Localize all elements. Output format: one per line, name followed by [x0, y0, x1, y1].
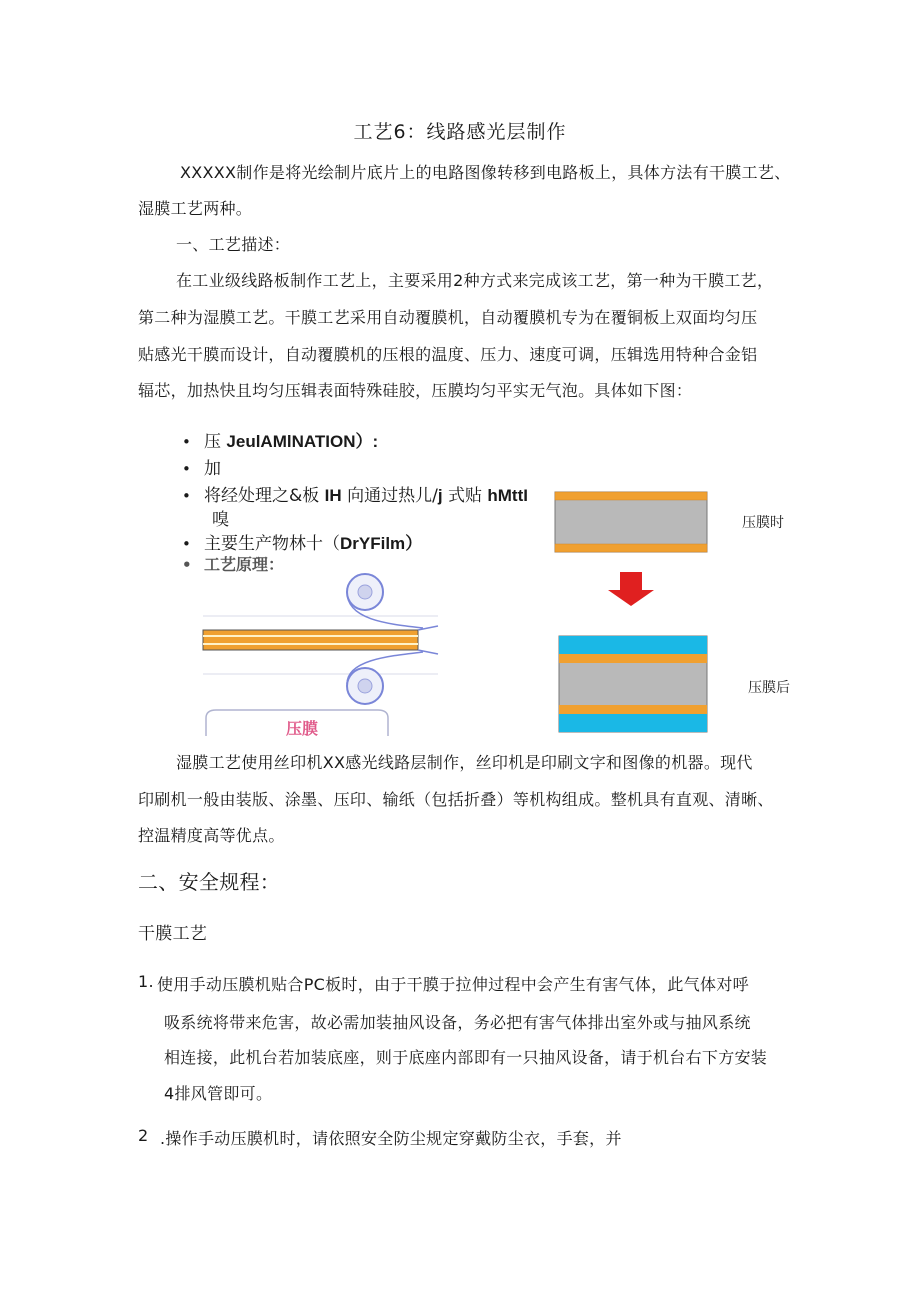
wet-film-line-2: 印刷机一般由装版、涂墨、压印、输纸（包括折叠）等机构组成。整机具有直观、清晰、 [138, 790, 774, 809]
dry-film-top [559, 636, 707, 654]
board-before-after-diagram [553, 490, 713, 736]
item1-number: 1. [138, 972, 154, 991]
copper-layer-top [559, 654, 707, 663]
section1-line-1: 在工业级线路板制作工艺上，主要采用2种方式来完成该工艺，第一种为干膜工艺， [176, 271, 774, 290]
section1-line-3: 贴感光干膜而设计，自动覆膜机的压根的温度、压力、速度可调，压辑选用特种合金铝 [138, 345, 758, 364]
figure-bullet-3: • 将经处理之&板 IH 向通过热儿/j 式贴 hMttI [182, 486, 528, 506]
figure-bullet-2: • 加 [182, 459, 221, 479]
item1-line-4: 4排风管即可。 [164, 1084, 273, 1103]
arrow-shaft [620, 572, 642, 590]
item2-number: 2 [138, 1126, 149, 1145]
bullet-dot: • [182, 535, 191, 553]
intro-line-1: XXXXX制作是将光绘制片底片上的电路图像转移到电路板上，具体方法有干膜工艺、 [180, 163, 791, 182]
figure-bullet-4: • 主要生产物林十（DrYFilm） [182, 534, 423, 554]
board-core [555, 492, 707, 552]
figure-bullet-3-cont: 嗅 [212, 510, 229, 530]
item1-line-3: 相连接，此机台若加装底座，则于底座内部即有一只抽风设备，请于机台右下方安装 [164, 1048, 768, 1067]
press-label: 压膜 [286, 719, 319, 738]
copper-layer-top [555, 492, 707, 500]
section1-heading: 一、工艺描述： [176, 235, 291, 254]
page-title: 工艺6：线路感光层制作 [353, 121, 567, 143]
item1-line-1: 使用手动压膜机贴合PC板时，由于干膜于拉伸过程中会产生有害气体，此气体对呼 [157, 975, 749, 994]
section1-line-2: 第二种为湿膜工艺。干膜工艺采用自动覆膜机，自动覆膜机专为在覆铜板上双面均匀压 [138, 308, 758, 327]
wet-film-line-3: 控温精度高等优点。 [138, 826, 285, 845]
figure-bullet-1: • 压 JeulAMlNATION）: [182, 432, 379, 452]
top-roller-core [358, 585, 372, 599]
bullet-dot: • [182, 433, 191, 451]
board-during-press [555, 492, 707, 552]
laminated-board [203, 630, 418, 650]
bottom-roller-core [358, 679, 372, 693]
label-after-press: 压膜后 [748, 680, 790, 696]
bullet-dot: • [182, 556, 192, 574]
item2-text: .操作手动压膜机时，请依照安全防尘规定穿戴防尘衣，手套，并 [160, 1129, 622, 1148]
copper-layer-bottom [559, 705, 707, 714]
copper-layer-bottom [555, 544, 707, 552]
label-during-press: 压膜时 [742, 515, 784, 531]
film-edges [418, 626, 438, 654]
bullet-dot: • [182, 487, 191, 505]
lamination-process-diagram [198, 568, 448, 736]
wet-film-line-1: 湿膜工艺使用丝印机XX感光线路层制作，丝印机是印刷文字和图像的机器。现代 [176, 753, 753, 772]
figure-bullet-5: • 工艺原理： [182, 555, 285, 574]
dry-film-bottom [559, 714, 707, 732]
section1-line-4: 辐芯，加热快且均匀压辑表面特殊硅胶，压膜均匀平实无气泡。具体如下图： [138, 381, 693, 400]
section2-subheading: 干膜工艺 [138, 924, 208, 944]
item1-line-2: 吸系统将带来危害，故必需加装抽风设备，务必把有害气体排出室外或与抽风系统 [164, 1013, 751, 1032]
board-after-press [559, 636, 707, 732]
arrow-head [608, 590, 654, 606]
section2-heading: 二、安全规程： [138, 870, 281, 894]
bullet-dot: • [182, 460, 191, 478]
down-arrow-icon [608, 572, 654, 606]
intro-line-2: 湿膜工艺两种。 [138, 199, 253, 218]
